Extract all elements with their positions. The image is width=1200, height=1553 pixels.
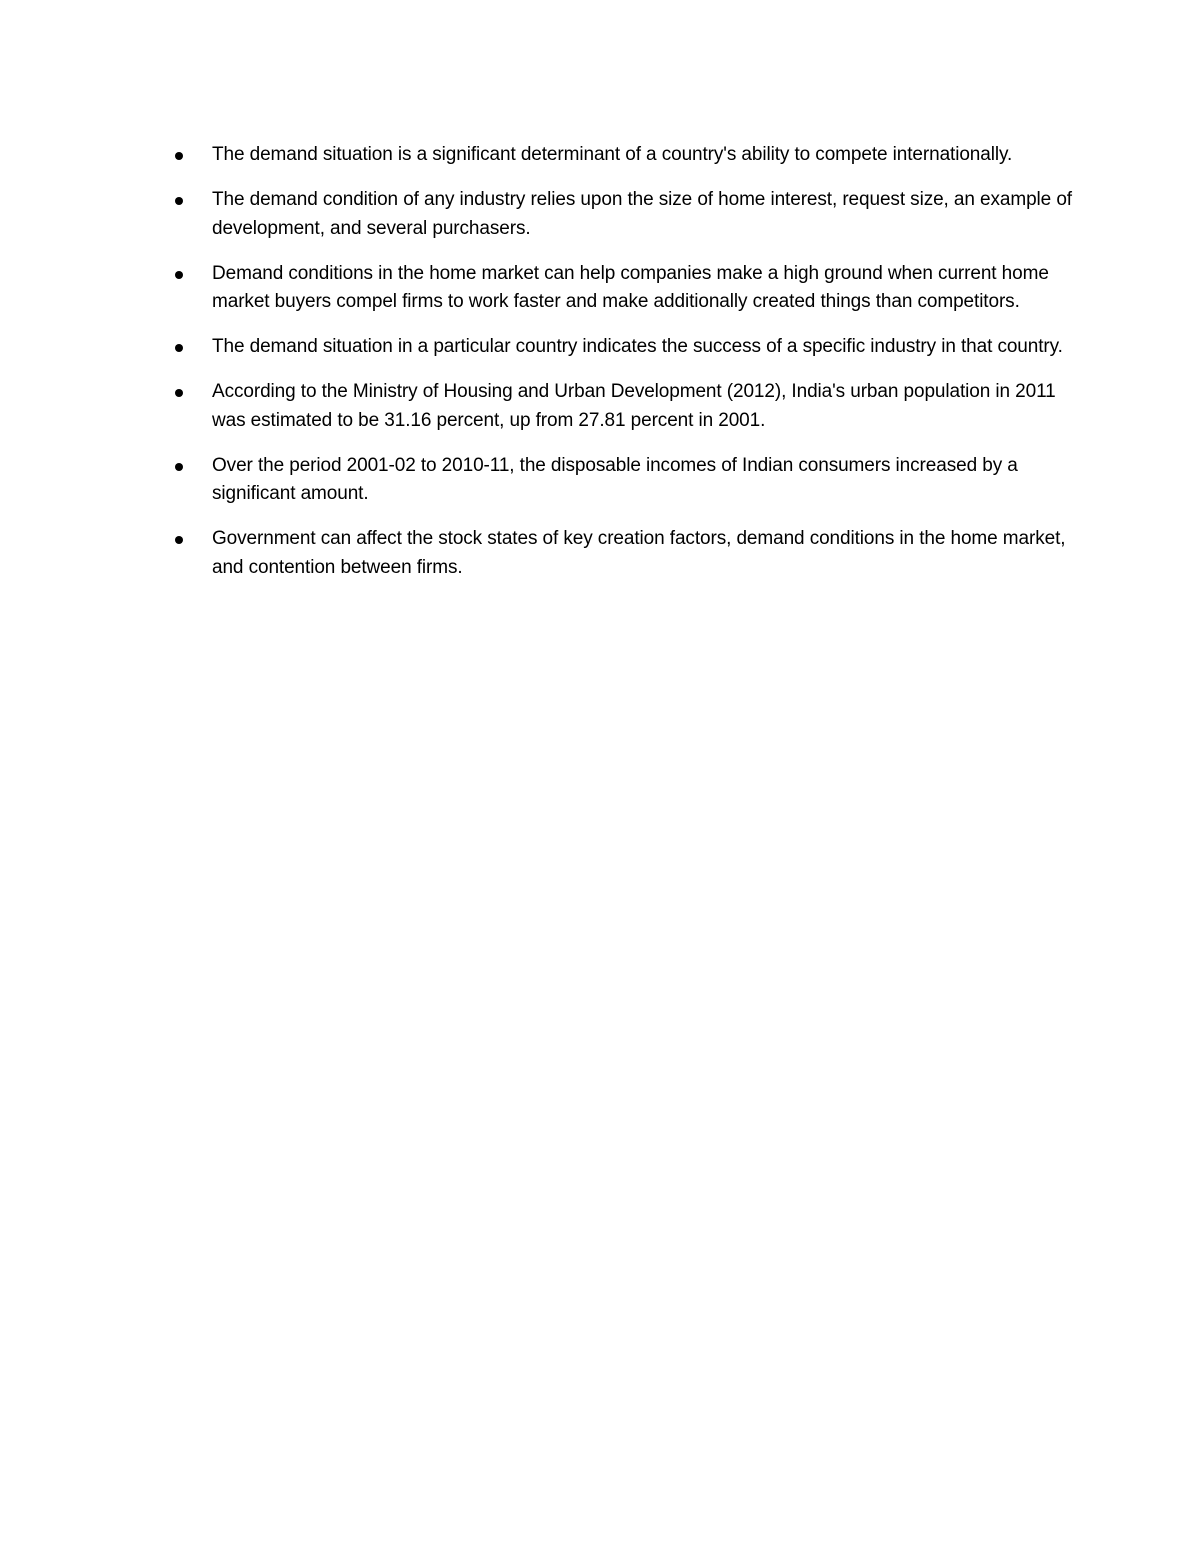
- list-item: [172, 378, 1072, 435]
- bullet-text: Demand conditions in the home market can help companies make a high ground when current home market buyers compel firms to work faster and make additionally created things than competitors.: [212, 262, 1049, 312]
- bullet-icon: [175, 536, 183, 544]
- list-item: [172, 260, 1072, 317]
- list-item: [172, 186, 1072, 243]
- bullet-text: The demand situation in a particular country indicates the success of a specific industry in that country.: [212, 336, 1063, 357]
- bullet-list: [172, 141, 1072, 599]
- bullet-text: The demand situation is a significant determinant of a country's ability to compete internationally.: [212, 144, 1013, 165]
- bullet-icon: [175, 197, 183, 205]
- bullet-icon: [175, 389, 183, 397]
- bullet-text: According to the Ministry of Housing and Urban Development (2012), India's urban population in 2011 was estimated to be 31.16 percent, up from 27.81 percent in 2001.: [212, 381, 1056, 431]
- bullet-text: Government can affect the stock states of key creation factors, demand conditions in the home market, and contention between firms.: [212, 528, 1066, 578]
- bullet-text: Over the period 2001-02 to 2010-11, the disposable incomes of Indian consumers increased by a significant amount.: [212, 454, 1018, 504]
- bullet-icon: [175, 344, 183, 352]
- list-item: [172, 141, 1072, 170]
- bullet-icon: [175, 152, 183, 160]
- bullet-icon: [175, 463, 183, 471]
- list-item: [172, 333, 1072, 362]
- list-item: [172, 452, 1072, 509]
- bullet-icon: [175, 271, 183, 279]
- bullet-text: The demand condition of any industry relies upon the size of home interest, request size, an example of development, and several purchasers.: [212, 189, 1072, 239]
- list-item: [172, 525, 1072, 582]
